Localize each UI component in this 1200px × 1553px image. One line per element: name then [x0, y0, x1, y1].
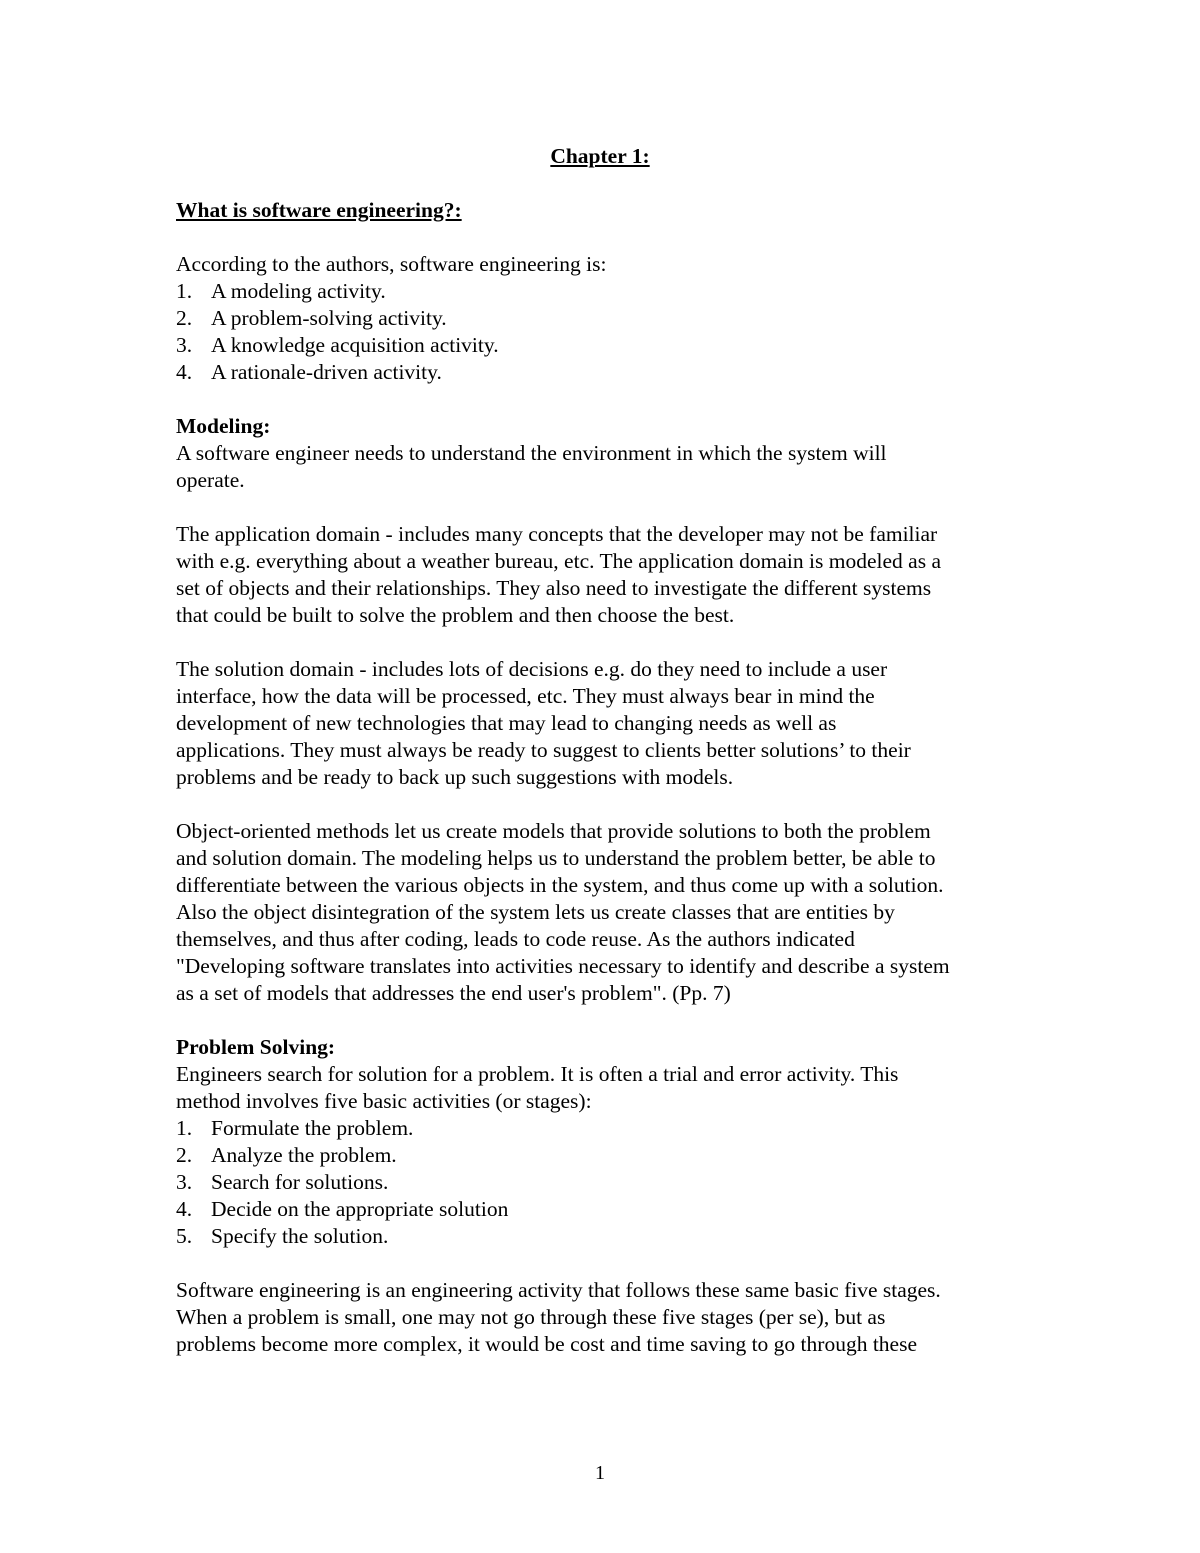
list-item [176, 1169, 1046, 1196]
list-text: Decide on the appropriate solution [211, 1197, 509, 1221]
list-number: 3. [176, 333, 193, 357]
paragraph-line: and solution domain. The modeling helps us to understand the problem better, be able to [176, 846, 936, 870]
list-number: 3. [176, 1170, 193, 1194]
stages-list [176, 1115, 1046, 1250]
spacer [176, 494, 1046, 521]
paragraph-line: operate. [176, 468, 245, 492]
paragraph-line: "Developing software translates into activities necessary to identify and describe a system [176, 954, 950, 978]
application-domain-paragraph [176, 521, 1046, 629]
page-body [176, 197, 1046, 1358]
paragraph-line: Object-oriented methods let us create models that provide solutions to both the problem [176, 819, 931, 843]
intro-paragraph: According to the authors, software engineering is: [176, 252, 607, 276]
list-text: A rationale-driven activity. [211, 360, 442, 384]
paragraph-line: method involves five basic activities (or stages): [176, 1089, 592, 1113]
list-number: 2. [176, 306, 193, 330]
paragraph-line: development of new technologies that may lead to changing needs as well as [176, 711, 837, 735]
chapter-title: Chapter 1: [550, 144, 650, 168]
paragraph-line: interface, how the data will be processed, etc. They must always bear in mind the [176, 684, 875, 708]
problem-solving-heading: Problem Solving: [176, 1035, 336, 1059]
software-engineering-paragraph [176, 1277, 1046, 1358]
list-text: Formulate the problem. [211, 1116, 414, 1140]
list-text: A modeling activity. [211, 279, 386, 303]
list-item [176, 332, 1046, 359]
list-item [176, 359, 1046, 386]
modeling-paragraph-1 [176, 440, 1046, 494]
problem-solving-paragraph-1 [176, 1061, 1046, 1115]
list-number: 1. [176, 1116, 193, 1140]
list-text: Analyze the problem. [211, 1143, 397, 1167]
paragraph-line: problems become more complex, it would be cost and time saving to go through these [176, 1332, 917, 1356]
object-oriented-paragraph [176, 818, 1046, 1007]
paragraph-line: The application domain - includes many concepts that the developer may not be familiar [176, 522, 938, 546]
spacer [176, 791, 1046, 818]
modeling-heading: Modeling: [176, 414, 271, 438]
list-number: 1. [176, 279, 193, 303]
list-number: 2. [176, 1143, 193, 1167]
paragraph-line: that could be built to solve the problem and then choose the best. [176, 603, 735, 627]
list-text: A knowledge acquisition activity. [211, 333, 499, 357]
spacer [176, 629, 1046, 656]
list-text: Specify the solution. [211, 1224, 389, 1248]
list-number: 4. [176, 1197, 193, 1221]
paragraph-line: Software engineering is an engineering activity that follows these same basic five stages. [176, 1278, 941, 1302]
paragraph-line: differentiate between the various objects in the system, and thus come up with a solution. [176, 873, 944, 897]
list-item [176, 1142, 1046, 1169]
list-number: 5. [176, 1224, 193, 1248]
solution-domain-paragraph [176, 656, 1046, 791]
list-text: A problem-solving activity. [211, 306, 447, 330]
paragraph-line: themselves, and thus after coding, leads to code reuse. As the authors indicated [176, 927, 855, 951]
paragraph-line: with e.g. everything about a weather bureau, etc. The application domain is modeled as a [176, 549, 941, 573]
paragraph-line: When a problem is small, one may not go through these five stages (per se), but as [176, 1305, 886, 1329]
list-item [176, 278, 1046, 305]
list-item [176, 1223, 1046, 1250]
paragraph-line: set of objects and their relationships. They also need to investigate the different systems [176, 576, 932, 600]
paragraph-line: as a set of models that addresses the end user's problem". (Pp. 7) [176, 981, 731, 1005]
paragraph-line: applications. They must always be ready to suggest to clients better solutions’ to their [176, 738, 911, 762]
list-item [176, 305, 1046, 332]
spacer [176, 1250, 1046, 1277]
paragraph-line: The solution domain - includes lots of decisions e.g. do they need to include a user [176, 657, 888, 681]
section-heading: What is software engineering?: [176, 198, 462, 222]
activities-list [176, 278, 1046, 386]
list-item [176, 1196, 1046, 1223]
paragraph-line: A software engineer needs to understand the environment in which the system will [176, 441, 887, 465]
spacer [176, 1007, 1046, 1034]
paragraph-line: Engineers search for solution for a problem. It is often a trial and error activity. This [176, 1062, 899, 1086]
page-number: 1 [595, 1462, 605, 1484]
paragraph-line: problems and be ready to back up such suggestions with models. [176, 765, 734, 789]
spacer [176, 386, 1046, 413]
list-item [176, 1115, 1046, 1142]
spacer [176, 224, 1046, 251]
list-number: 4. [176, 360, 193, 384]
paragraph-line: Also the object disintegration of the system lets us create classes that are entities by [176, 900, 895, 924]
list-text: Search for solutions. [211, 1170, 389, 1194]
